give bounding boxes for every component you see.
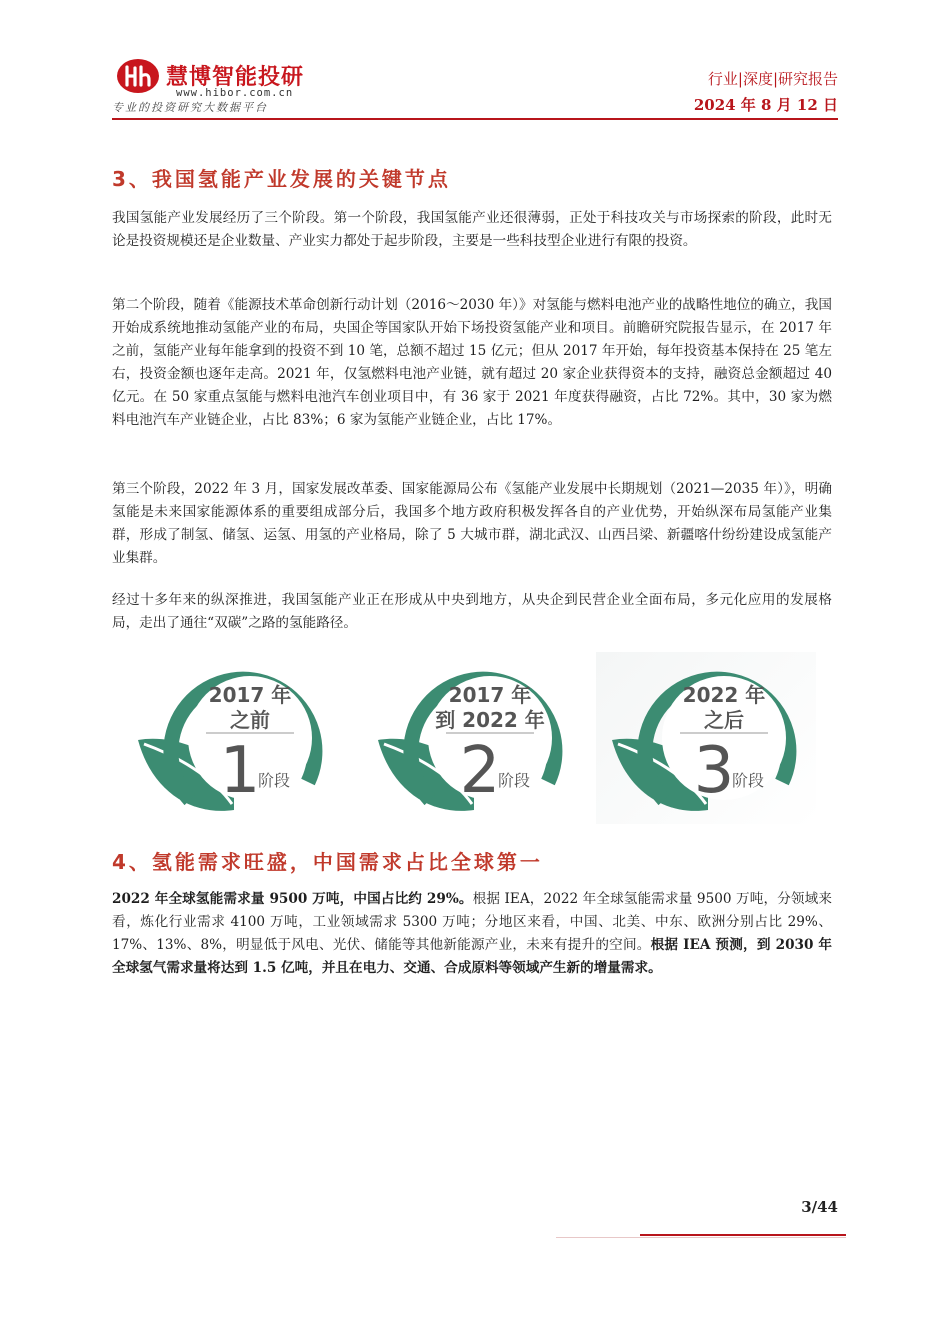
header-divider	[112, 118, 838, 120]
stage-period-end: 到 2022 年	[435, 708, 545, 732]
logo-slogan: 专业的投资研究大数据平台	[112, 101, 268, 114]
stage-number: 3	[693, 734, 735, 808]
paragraph-summary: 经过十多年来的纵深推进，我国氢能产业正在形成从中央到地方，从央企到民营企业全面布局，多元化应用的发展格局，走出了通往“双碳”之路的氢能路径。	[112, 592, 832, 631]
stage-badge-graphic	[596, 652, 816, 824]
paragraph-stage-3: 第三个阶段，2022 年 3 月，国家发展改革委、国家能源局公布《氢能产业发展中长期规划（2021—2035 年）》，明确氢能是未来国家能源体系的重要组成部分后，我国多个地方政府积极发挥各自的产业优势，开始纵深布局氢能产业集群，形成了制氢、储氢、运氢、用氢的产业格局，除了 5 大城市群，湖北武汉、山西吕梁、新疆喀什纷纷建设成氢能产业集群。	[112, 481, 832, 566]
stages-figure	[112, 652, 826, 824]
footer-divider-light	[556, 1237, 846, 1238]
stage-period-start: 2022 年	[682, 683, 766, 707]
stage-period-end: 之前	[230, 708, 270, 732]
page-number: 3/44	[801, 1198, 838, 1216]
stage-badge-1	[122, 652, 342, 824]
report-type: 行业|深度|研究报告	[707, 70, 838, 88]
stage-badge-graphic	[122, 652, 342, 824]
section-4-title: 4、氢能需求旺盛，中国需求占比全球第一	[112, 850, 543, 874]
section-3-title: 3、我国氢能产业发展的关键节点	[112, 167, 451, 191]
paragraph-stage-2: 第二个阶段，随着《能源技术革命创新行动计划（2016～2030 年）》对氢能与燃料电池产业的战略性地位的确立，我国开始成系统地推动氢能产业的布局，央国企等国家队开始下场投资氢能产业和项目。前瞻研究院报告显示，在 2017 年之前，氢能产业每年能拿到的投资不到 10 笔，总额不超过 15 亿元；但从 2017 年开始，每年投资基本保持在 25 笔左右，投资金额也逐年走高。2021 年，仅氢燃料电池产业链，就有超过 20 家企业获得资本的支持，融资总金额超过 40 亿元。在 50 家重点氢能与燃料电池汽车创业项目中，有 36 家于 2021 年度获得融资，占比 72%。其中，30 家为燃料电池汽车产业链企业，占比 83%；6 家为氢能产业链企业，占比 17%。	[112, 297, 832, 428]
demand-forecast: 根据 IEA 预测，到 2030 年全球氢气需求量将达到 1.5 亿吨，并且在电力、交通、合成原料等领域产生新的增量需求。	[112, 937, 833, 976]
stage-period-start: 2017 年	[448, 683, 532, 707]
stage-badge-3	[596, 652, 816, 824]
stage-number: 2	[459, 734, 501, 808]
logo-name: 慧博智能投研	[166, 65, 305, 90]
stage-period-end: 之后	[704, 708, 744, 732]
footer-divider	[640, 1234, 846, 1236]
stage-suffix: 阶段	[498, 771, 531, 790]
demand-body: 根据 IEA，2022 年全球氢能需求量 9500 万吨，分领域来看，炼化行业需求 4100 万吨，工业领域需求 5300 万吨；分地区来看，中国、北美、中东、欧洲分别占比 29%、17%、13%、8%，明显低于风电、光伏、储能等其他新能源产业，未来有提升的空间。	[112, 891, 832, 953]
demand-lead: 2022 年全球氢能需求量 9500 万吨，中国占比约 29%。	[112, 891, 473, 907]
paragraph-stages-intro: 我国氢能产业发展经历了三个阶段。第一个阶段，我国氢能产业还很薄弱，正处于科技攻关与市场探索的阶段，此时无论是投资规模还是企业数量、产业实力都处于起步阶段，主要是一些科技型企业进行有限的投资。	[112, 210, 832, 249]
logo-url: www.hibor.com.cn	[176, 87, 294, 99]
stage-suffix: 阶段	[732, 771, 765, 790]
stage-badge-2	[362, 652, 582, 824]
hibor-logo-icon	[116, 58, 160, 94]
stage-badge-graphic	[362, 652, 582, 824]
stage-number: 1	[219, 734, 261, 808]
stage-period-start: 2017 年	[208, 683, 292, 707]
report-date: 2024 年 8 月 12 日	[693, 96, 838, 114]
stage-suffix: 阶段	[258, 771, 291, 790]
paragraph-demand	[112, 888, 832, 980]
report-header	[112, 56, 838, 120]
